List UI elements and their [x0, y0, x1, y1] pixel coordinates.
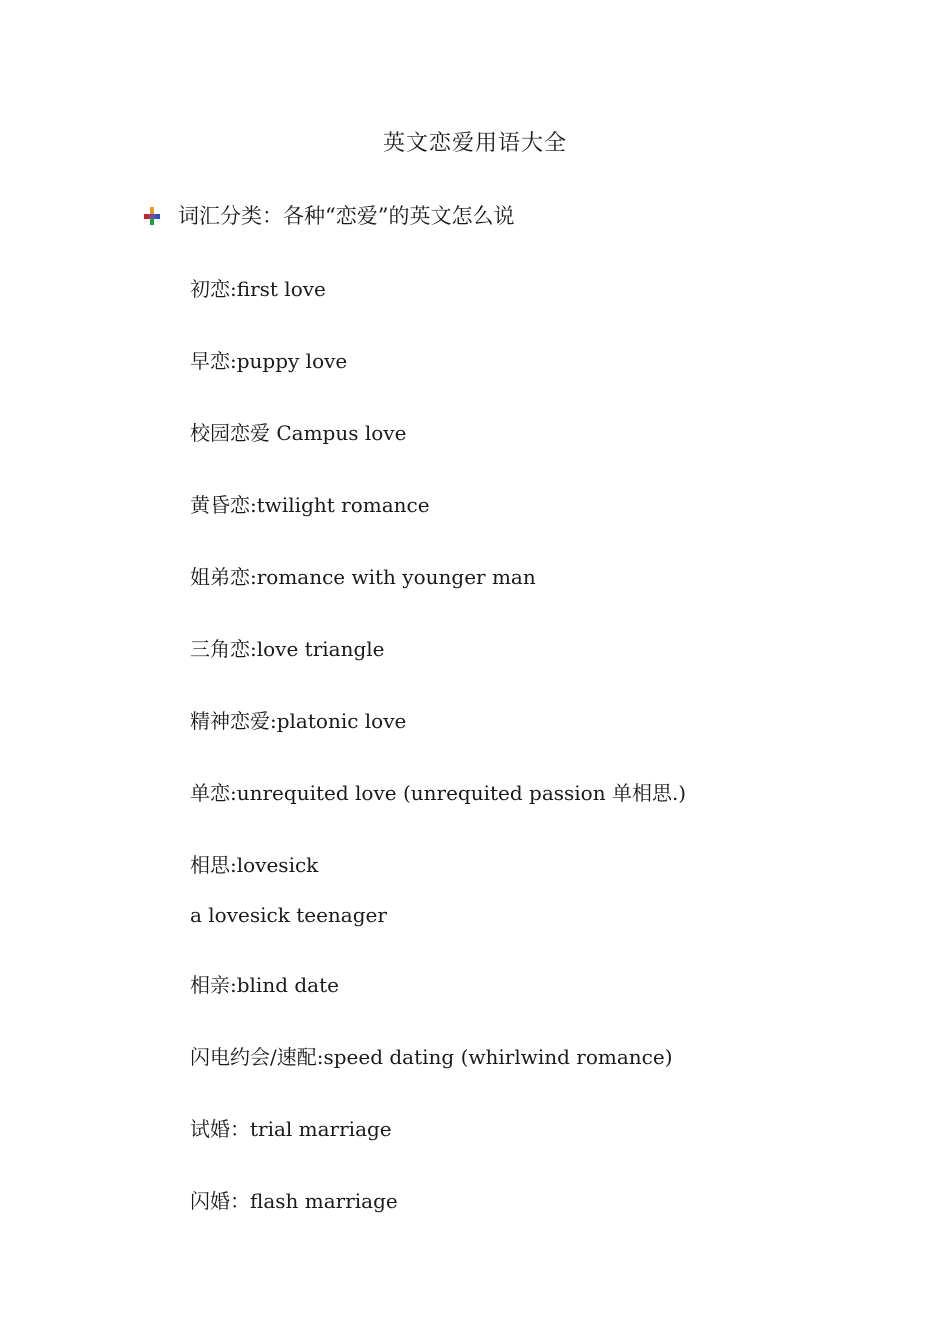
entry-campus-love: 校园恋爱 Campus love: [190, 421, 407, 445]
entry-puppy-love: 早恋:puppy love: [190, 349, 348, 373]
entry-lovesick: 相思:lovesick: [190, 853, 319, 877]
entry-platonic-love: 精神恋爱:platonic love: [190, 709, 407, 733]
section-heading-text: 词汇分类：各种“恋爱”的英文怎么说: [178, 204, 515, 228]
entry-lovesick-example: a lovesick teenager: [190, 903, 387, 927]
entry-first-love: 初恋:first love: [190, 277, 326, 301]
entry-flash-marriage: 闪婚：flash marriage: [190, 1189, 398, 1213]
bullet-icon: [142, 207, 162, 225]
section-heading: [142, 202, 514, 230]
entry-younger-man: 姐弟恋:romance with younger man: [190, 565, 536, 589]
entry-twilight-romance: 黄昏恋:twilight romance: [190, 493, 430, 517]
entry-love-triangle: 三角恋:love triangle: [190, 637, 385, 661]
entry-unrequited-love: 单恋:unrequited love (unrequited passion 单相思.): [190, 781, 687, 805]
entry-speed-dating: 闪电约会/速配:speed dating (whirlwind romance): [190, 1045, 673, 1069]
entry-trial-marriage: 试婚：trial marriage: [190, 1117, 392, 1141]
document-title: 英文恋爱用语大全: [382, 131, 567, 156]
entry-blind-date: 相亲:blind date: [190, 973, 339, 997]
